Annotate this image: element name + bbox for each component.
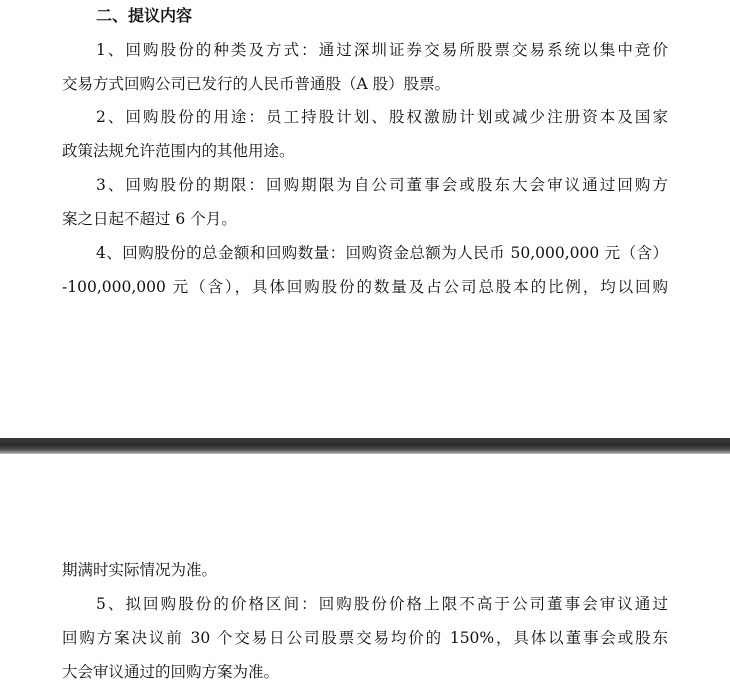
paragraph-line: 政策法规允许范围内的其他用途。 [62,142,295,160]
paragraph-line: 3、回购股份的期限：回购期限为自公司董事会或股东大会审议通过回购方 [96,176,668,194]
paragraph-line: 期满时实际情况为准。 [62,561,218,579]
paragraph-line: 4、回购股份的总金额和回购数量：回购资金总额为人民币 50,000,000 元（含） [96,244,668,262]
paragraph-line: 2、回购股份的用途：员工持股计划、股权激励计划或减少注册资本及国家 [96,108,668,126]
paragraph-line: -100,000,000 元（含），具体回购股份的数量及占公司总股本的比例，均以回购 [62,278,668,296]
section-heading: 二、提议内容 [96,6,193,25]
page-break-divider [0,438,730,454]
document-page-bottom [0,454,730,685]
paragraph-line: 5、拟回购股份的价格区间：回购股份价格上限不高于公司董事会审议通过 [96,595,668,613]
paragraph-line: 回购方案决议前 30 个交易日公司股票交易均价的 150%，具体以董事会或股东 [62,629,668,647]
paragraph-line: 交易方式回购公司已发行的人民币普通股（A 股）股票。 [62,75,451,93]
paragraph-line: 大会审议通过的回购方案为准。 [62,663,280,681]
paragraph-line: 1、回购股份的种类及方式：通过深圳证券交易所股票交易系统以集中竞价 [96,41,668,59]
paragraph-line: 案之日起不超过 6 个月。 [62,210,237,228]
